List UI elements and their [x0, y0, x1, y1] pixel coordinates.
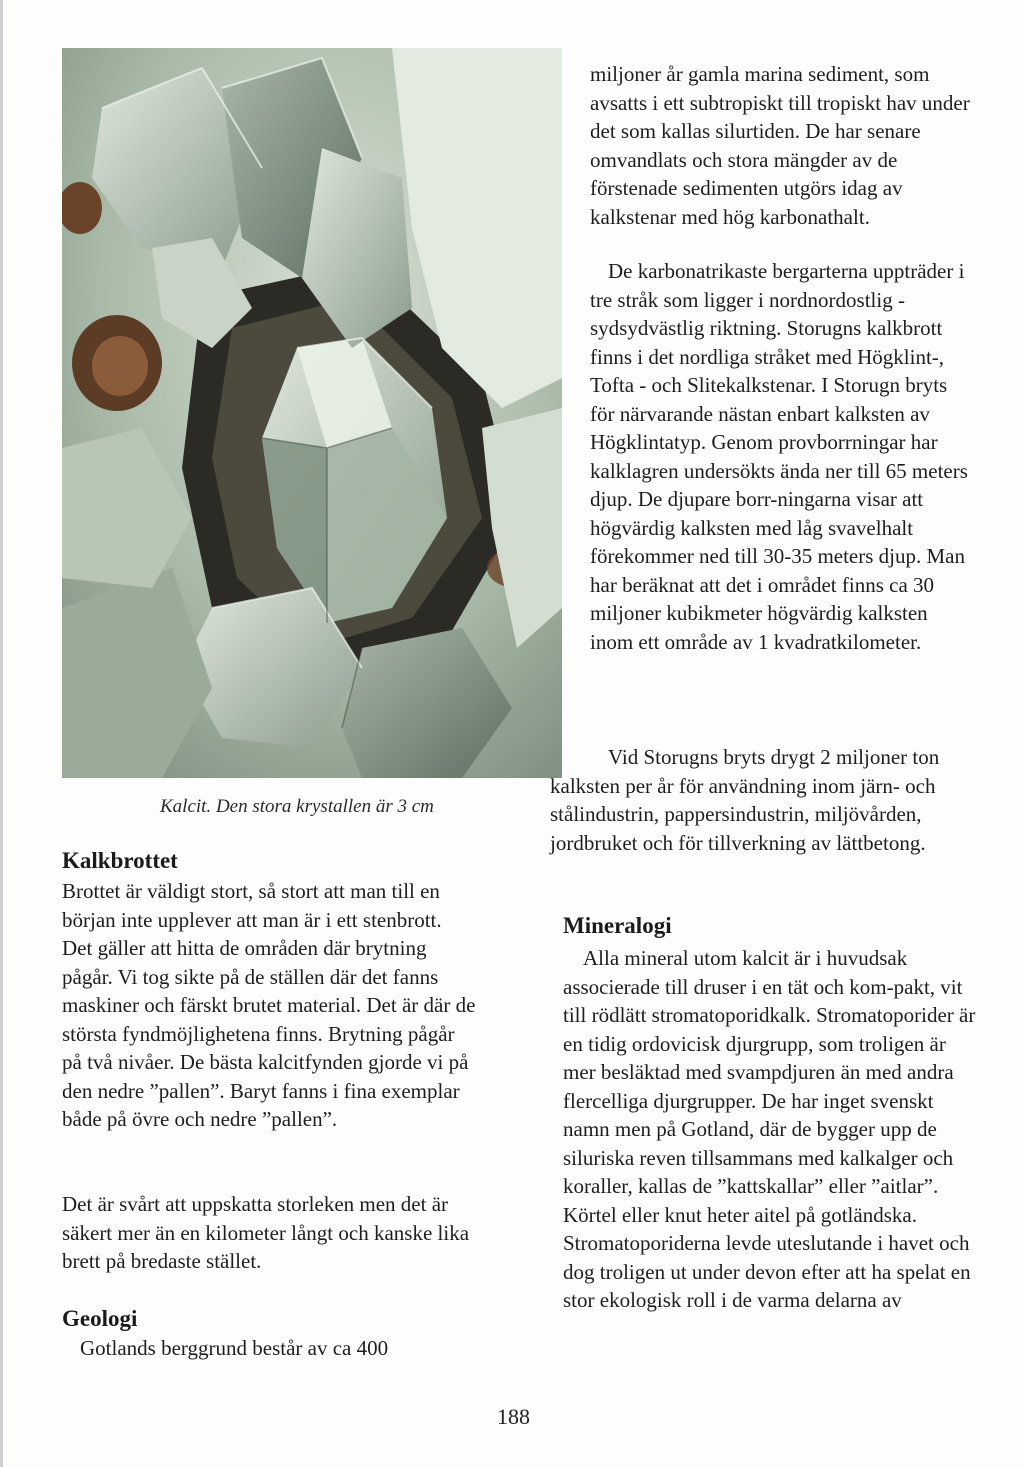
right-paragraph-2	[590, 257, 975, 656]
page-number: 188	[497, 1404, 530, 1429]
kalkbrottet-paragraph-2	[62, 1190, 477, 1276]
right-text-3: Vid Storugns bryts drygt 2 miljoner ton kalksten per år för användning inom järn- och stålindustrin, pappersindustrin, miljövården, jordbruket och för tillverkning av lättbetong.	[550, 745, 940, 855]
photo-caption: Kalcit. Den stora krystallen är 3 cm	[160, 796, 434, 817]
kalkbrottet-paragraph-1	[62, 877, 477, 1134]
mineralogi-paragraph	[563, 944, 983, 1315]
kalkbrottet-text-1: Brottet är väldigt stort, så stort att man till en början inte upplever att man är i ett stenbrott. Det gäller att hitta de områden där brytning pågår. Vi tog sikte på de ställen där det fanns maskiner och färskt brutet material. Det är där de största fyndmöjlighetena finns. Brytning pågår på två nivåer. De bästa kalcitfynden gjorde vi på den nedre ”pallen”. Baryt fanns i fina exemplar både på övre och nedre ”pallen”.	[62, 879, 476, 1131]
geologi-text: Gotlands berggrund består av ca 400	[80, 1336, 389, 1360]
geologi-paragraph	[80, 1334, 480, 1363]
heading-mineralogi: Mineralogi	[563, 913, 672, 938]
right-text-2: De karbonatrikaste bergarterna uppträder i tre stråk som ligger i nordnordostlig -sydsydvästlig riktning. Storugns kalkbrott finns i det nordliga stråket med Högklint-, Tofta - och Slitekalkstenar. I Storugn bryts för närvarande nästan enbart kalksten av Högklintatyp. Genom provborrningar har kalklagren undersökts ända ner till 65 meters djup. De djupare borr-ningarna visar att högvärdig kalksten med låg svavelhalt förekommer ned till 30-35 meters djup. Man har beräknat att det i området finns ca 30 miljoner kubikmeter högvärdig kalksten inom ett område av 1 kvadratkilometer.	[590, 259, 968, 654]
heading-geologi: Geologi	[62, 1306, 138, 1331]
page-edge	[0, 0, 3, 1467]
calcite-crystal-image	[62, 48, 562, 778]
heading-kalkbrottet: Kalkbrottet	[62, 848, 178, 873]
right-paragraph-1	[590, 60, 985, 231]
calcite-photo	[62, 48, 562, 778]
mineralogi-text: Alla mineral utom kalcit är i huvudsak associerade till druser i en tät och kom-pakt, vit till rödlätt stromatoporidkalk. Stromatoporider är en tidig ordovicisk djurgrupp, som troligen är mer besläktad med svampdjuren än med andra flercelliga djurgrupper. De har inget svenskt namn men på Gotland, där de bygger upp de siluriska reven tillsammans med kalkalger och koraller, kallas de ”kattskallar” eller ”aitlar”. Körtel eller knut heter aitel på gotländska. Stromatoporiderna levde uteslutande i havet och dog troligen ut under devon efter att ha spelat en stor ekologisk roll i de varma delarna av	[563, 946, 976, 1312]
kalkbrottet-text-2: Det är svårt att uppskatta storleken men det är säkert mer än en kilometer långt och kanske lika brett på bredaste stället.	[62, 1192, 470, 1273]
right-text-1: miljoner år gamla marina sediment, som avsatts i ett subtropiskt till tropiskt hav under det som kallas silurtiden. De har senare omvandlats och stora mängder av de förstenade sedimenten utgörs idag av kalkstenar med hög karbonathalt.	[590, 62, 970, 229]
right-paragraph-3	[550, 743, 970, 857]
